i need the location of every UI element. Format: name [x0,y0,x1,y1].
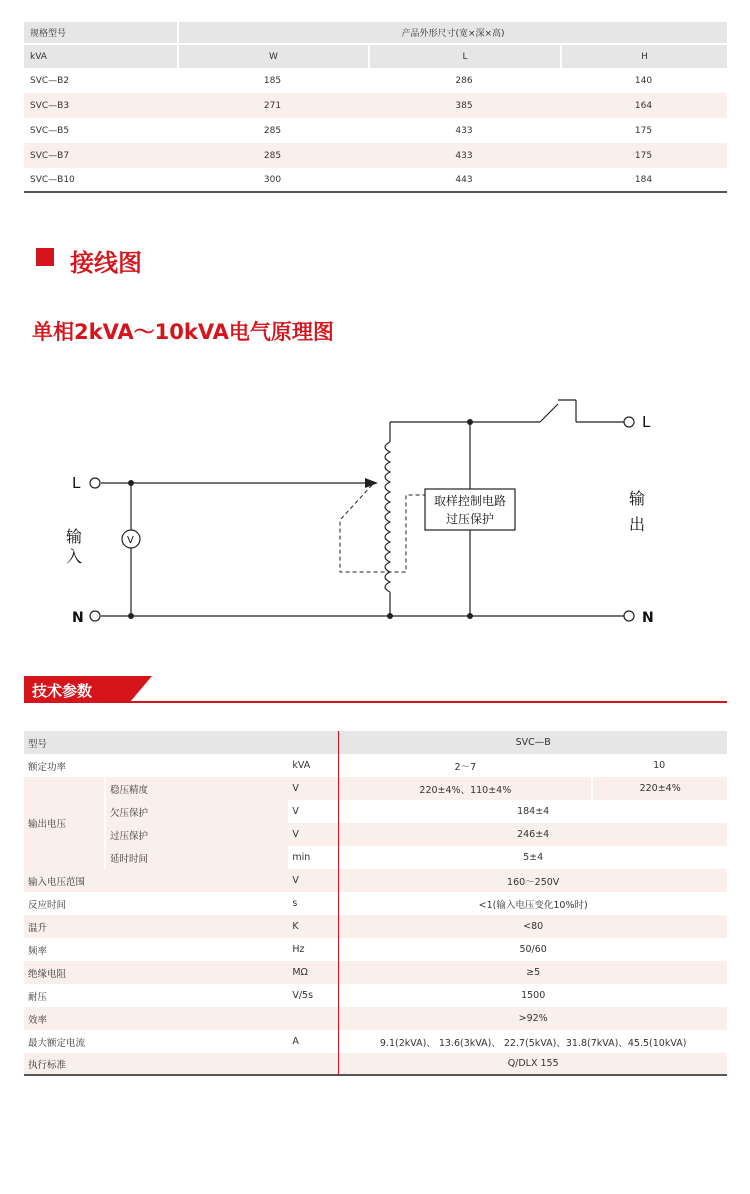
row-label: 欠压保护 [104,800,288,823]
model-cell: SVC—B10 [24,168,177,193]
row-unit: MΩ [288,961,338,984]
row-value: 50/60 [338,938,727,961]
row-label: 温升 [24,915,288,938]
row-label: 延时时间 [104,846,288,869]
circuit-diagram [0,380,750,640]
table-row [24,892,727,915]
table-row [24,68,727,93]
voltmeter-label: V [127,535,134,546]
tab-underline [24,701,727,703]
section-square-icon [36,248,54,266]
table-row [24,143,727,168]
row-value-2: 220±4% [591,777,727,800]
tech-tab: 技术参数 [24,676,130,702]
output-n-terminal-icon [624,611,634,621]
table-row [24,754,727,777]
output-label-1: 输 [629,489,646,508]
input-n-terminal-icon [90,611,100,621]
row-label: 效率 [24,1007,288,1030]
w-cell: 285 [177,143,368,168]
row-unit: kVA [288,754,338,777]
row-unit: V/5s [288,984,338,1007]
sub-h: H [560,43,727,68]
table-row [24,961,727,984]
row-value-1: 2～7 [338,754,591,777]
row-label: 反应时间 [24,892,288,915]
h-cell: 175 [560,118,727,143]
row-value: 1500 [338,984,727,1007]
table-row [24,984,727,1007]
transformer-coil-icon [385,442,390,592]
control-box-label-1: 取样控制电路 [433,494,507,508]
row-value: 246±4 [338,823,727,846]
l-cell: 385 [368,93,560,118]
row-label: 绝缘电阻 [24,961,288,984]
table-row [24,118,727,143]
sub-w: W [177,43,368,68]
table-row [24,777,727,800]
row-value: <1(输入电压变化10%时) [338,892,727,915]
table-row [24,1030,727,1053]
output-label-2: 出 [629,515,646,534]
row-label: 执行标准 [24,1053,288,1076]
sub-unit: kVA [24,43,177,68]
input-l-terminal-icon [90,478,100,488]
row-unit: s [288,892,338,915]
w-cell: 271 [177,93,368,118]
h-cell: 175 [560,143,727,168]
row-label: 过压保护 [104,823,288,846]
table-row [24,869,727,892]
row-value: 9.1(2kVA)、 13.6(3kVA)、 22.7(5kVA)、31.8(7kVA)、45.5(10kVA) [338,1030,727,1053]
input-n-label: N [72,610,84,626]
row-value: >92% [338,1007,727,1030]
w-cell: 185 [177,68,368,93]
row-label: 稳压精度 [104,777,288,800]
h-cell: 140 [560,68,727,93]
tap-arrow-icon [365,478,378,488]
model-cell: SVC—B2 [24,68,177,93]
row-unit: A [288,1030,338,1053]
dimension-header-row [24,22,727,43]
row-unit: V [288,869,338,892]
h-cell: 164 [560,93,727,118]
row-label: 输入电压范围 [24,869,288,892]
row-unit: V [288,777,338,800]
table-row [24,846,727,869]
l-cell: 433 [368,143,560,168]
header-label: 型号 [24,731,338,754]
model-cell: SVC—B7 [24,143,177,168]
row-value: 160～250V [338,869,727,892]
row-value: <80 [338,915,727,938]
sub-l: L [368,43,560,68]
w-cell: 285 [177,118,368,143]
table-row [24,1053,727,1076]
model-cell: SVC—B3 [24,93,177,118]
l-cell: 433 [368,118,560,143]
output-l-terminal-icon [624,417,634,427]
section-title: 接线图 [70,249,142,277]
tab-notch [130,676,152,702]
input-label-1: 输 [66,527,83,546]
l-cell: 286 [368,68,560,93]
table-row [24,800,727,823]
tech-tab-header [24,676,727,704]
row-value: Q/DLX 155 [338,1053,727,1076]
row-unit: K [288,915,338,938]
w-cell: 300 [177,168,368,193]
model-cell: SVC—B5 [24,118,177,143]
junction-dot [387,613,393,619]
output-l-label: L [642,413,651,431]
row-unit [288,1007,338,1030]
row-unit: V [288,800,338,823]
row-value: ≥5 [338,961,727,984]
input-l-label: L [72,474,81,492]
header-model: SVC—B [338,731,727,754]
spec-header-row [24,731,727,754]
control-box-label-2: 过压保护 [445,512,495,526]
junction-dot [467,419,473,425]
table-row [24,915,727,938]
row-value: 184±4 [338,800,727,823]
table-row [24,938,727,961]
input-label-2: 入 [66,547,83,566]
table-row [24,1007,727,1030]
row-value: 5±4 [338,846,727,869]
row-label: 频率 [24,938,288,961]
table-row [24,823,727,846]
switch-blade [540,404,558,422]
spec-table [24,731,727,1076]
row-label: 额定功率 [24,754,288,777]
header-model: 规格型号 [24,22,177,43]
dimension-subheader-row [24,43,727,68]
h-cell: 184 [560,168,727,193]
dimension-table [24,22,727,193]
row-unit [288,1053,338,1076]
junction-dot [467,613,473,619]
output-n-label: N [642,610,654,626]
junction-dot [128,480,134,486]
junction-dot [128,613,134,619]
row-value-1: 220±4%、110±4% [338,777,591,800]
row-unit: Hz [288,938,338,961]
row-unit: V [288,823,338,846]
l-cell: 443 [368,168,560,193]
row-value-2: 10 [591,754,727,777]
group-label: 输出电压 [24,777,104,869]
header-dimensions: 产品外形尺寸(宽×深×高) [177,22,727,43]
row-label: 耐压 [24,984,288,1007]
table-row [24,93,727,118]
row-label: 最大额定电流 [24,1030,288,1053]
table-row [24,168,727,193]
diagram-subtitle: 单相2kVA～10kVA电气原理图 [32,320,334,344]
row-unit: min [288,846,338,869]
feedback-dashed-wire [340,485,425,572]
